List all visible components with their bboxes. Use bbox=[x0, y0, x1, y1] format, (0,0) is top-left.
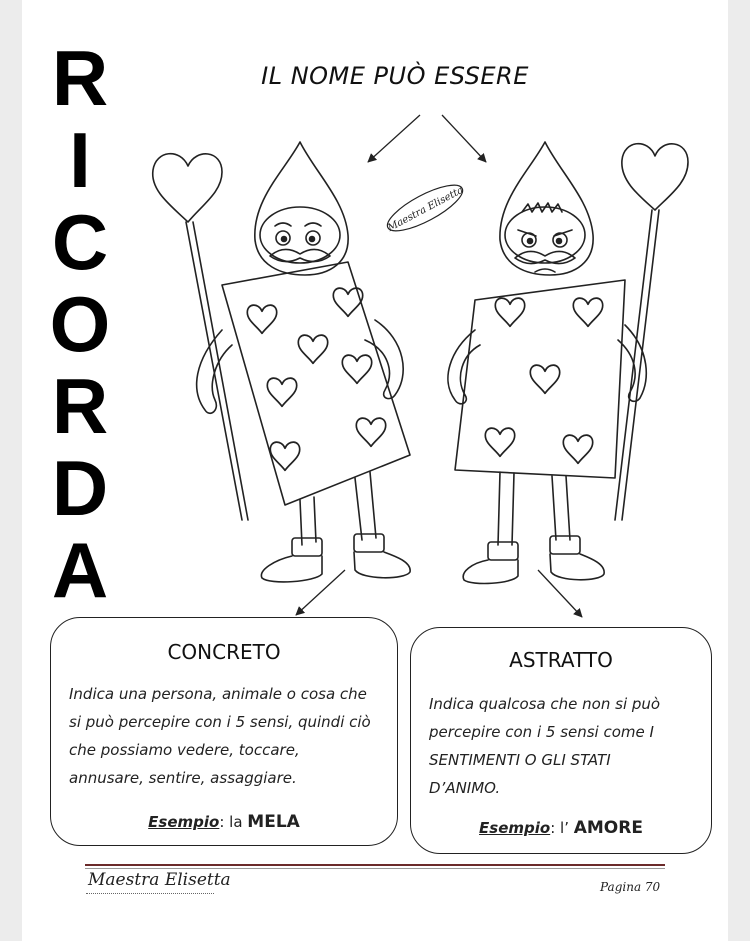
arrow-icon bbox=[296, 570, 345, 615]
text-line: percepire con i 5 sensi come I bbox=[429, 723, 654, 741]
concreto-box bbox=[50, 617, 398, 846]
heart-icon bbox=[622, 144, 688, 210]
signature-line bbox=[86, 893, 214, 894]
text-line: annusare, sentire, assaggiare. bbox=[69, 769, 297, 787]
text-line: si può percepire con i 5 sensi, quindi ciò bbox=[69, 713, 371, 731]
concreto-description bbox=[69, 680, 371, 792]
example-sep: : la bbox=[219, 813, 248, 831]
footer-rule-thin bbox=[85, 868, 665, 869]
page-number: Pagina 70 bbox=[600, 880, 661, 894]
footer-rule bbox=[85, 864, 665, 866]
text-line: SENTIMENTI O GLI STATI bbox=[429, 751, 611, 769]
astratto-example bbox=[411, 818, 711, 838]
astratto-box bbox=[410, 627, 712, 854]
side-letter: I bbox=[69, 116, 91, 204]
side-letter: C bbox=[51, 198, 109, 286]
side-letter: O bbox=[49, 280, 111, 368]
heart-icon bbox=[153, 154, 222, 222]
concreto-title: CONCRETO bbox=[167, 640, 281, 664]
example-value: MELA bbox=[247, 812, 300, 832]
example-label: Esempio bbox=[479, 819, 551, 837]
arrow-icon bbox=[368, 115, 420, 162]
side-letter: R bbox=[51, 34, 109, 122]
text-line: D’ANIMO. bbox=[429, 779, 501, 797]
svg-text:Maestra Elisetta: Maestra Elisetta bbox=[386, 184, 466, 234]
text-line: che possiamo vedere, toccare, bbox=[69, 741, 300, 759]
example-value: AMORE bbox=[573, 818, 643, 838]
side-letter: D bbox=[51, 444, 109, 532]
example-label: Esempio bbox=[148, 813, 220, 831]
footer-signature: Maestra Elisetta bbox=[88, 870, 231, 890]
side-letter: A bbox=[51, 526, 109, 614]
concreto-example bbox=[51, 812, 397, 832]
maestra-stamp-logo bbox=[381, 177, 468, 240]
page-title: IL NOME PUÒ ESSERE bbox=[261, 62, 529, 90]
side-letter: R bbox=[51, 362, 109, 450]
text-line: Indica qualcosa che non si può bbox=[429, 695, 661, 713]
arrow-icon bbox=[442, 115, 486, 162]
astratto-title: ASTRATTO bbox=[509, 648, 613, 672]
astratto-description bbox=[429, 690, 660, 802]
example-sep: : l’ bbox=[550, 819, 574, 837]
text-line: Indica una persona, animale o cosa che bbox=[69, 685, 367, 703]
